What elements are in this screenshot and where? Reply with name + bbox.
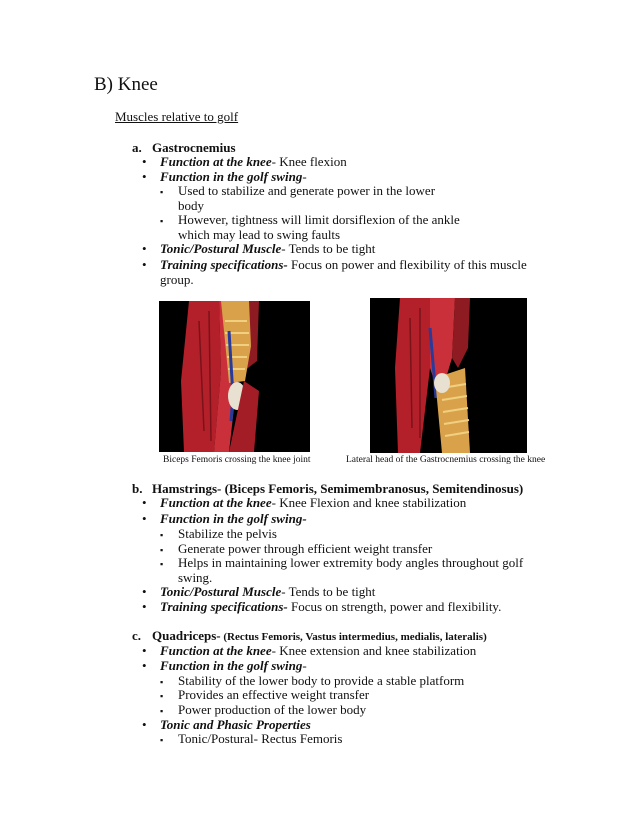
bullet-lead: Function at the knee (160, 495, 272, 510)
bullet-lead: Tonic/Postural Muscle (160, 584, 282, 599)
figure-biceps-femoris (159, 301, 310, 452)
section-c-label: c. (132, 628, 142, 643)
bullet-lead: Function in the golf swing (160, 658, 303, 673)
section-a-title: Gastrocnemius (152, 140, 236, 155)
bullet-text: - (302, 169, 307, 184)
sub-bullet-text: However, tightness will limit dorsiflexion of the ankle (178, 212, 460, 227)
bullet-icon: • (142, 169, 147, 184)
sub-bullet-text: Used to stabilize and generate power in the lower (178, 183, 436, 198)
section-c-title: Quadriceps- (152, 628, 221, 643)
section-b-label: b. (132, 481, 143, 496)
bullet-text: - Knee flexion (271, 154, 347, 169)
bullet-icon: • (142, 257, 147, 272)
square-bullet-icon: ▪ (160, 691, 164, 701)
section-c-heading (132, 628, 487, 644)
bullet-lead: Function at the knee (160, 643, 272, 658)
sub-bullet-text: body (178, 198, 204, 213)
square-bullet-icon: ▪ (160, 735, 164, 745)
page-title: B) Knee (94, 74, 158, 95)
section-b-title: Hamstrings- (Biceps Femoris, Semimembranosus, Semitendinosus) (152, 481, 524, 496)
bullet-lead: Tonic and Phasic Properties (160, 717, 311, 732)
bullet-text: - Knee Flexion and knee stabilization (271, 495, 467, 510)
square-bullet-icon: ▪ (160, 706, 164, 716)
square-bullet-icon: ▪ (160, 216, 164, 226)
bullet-icon: • (142, 154, 147, 169)
section-a-label: a. (132, 140, 142, 155)
sub-bullet-text: Stability of the lower body to provide a stable platform (178, 673, 465, 688)
bullet-icon: • (142, 511, 147, 526)
bullet-icon: • (142, 599, 147, 614)
muscle-illustration (370, 298, 527, 453)
sub-bullet-text: Helps in maintaining lower extremity body angles throughout golf (178, 555, 524, 570)
bullet-icon: • (142, 643, 147, 658)
muscle-illustration (159, 301, 310, 452)
bullet-lead: Function at the knee (160, 154, 272, 169)
sub-bullet-text: Generate power through efficient weight transfer (178, 541, 433, 556)
bullet-icon: • (142, 717, 147, 732)
bullet-text: - Tends to be tight (281, 241, 376, 256)
bullet-lead: Function in the golf swing (160, 169, 303, 184)
figure-gastrocnemius (370, 298, 527, 453)
square-bullet-icon: ▪ (160, 187, 164, 197)
bullet-icon: • (142, 495, 147, 510)
bullet-lead: Tonic/Postural Muscle (160, 241, 282, 256)
bullet-text: group. (160, 272, 194, 287)
sub-bullet-text: Stabilize the pelvis (178, 526, 277, 541)
bullet-text: - Tends to be tight (281, 584, 376, 599)
bullet-icon: • (142, 584, 147, 599)
bullet-icon: • (142, 241, 147, 256)
square-bullet-icon: ▪ (160, 530, 164, 540)
page-subtitle: Muscles relative to golf (115, 109, 239, 124)
sub-bullet-text: Tonic/Postural- Rectus Femoris (178, 731, 343, 746)
bullet-text: Focus on power and flexibility of this muscle (287, 257, 527, 272)
bullet-text: Focus on strength, power and flexibility. (287, 599, 502, 614)
bullet-icon: • (142, 658, 147, 673)
sub-bullet-text: Provides an effective weight transfer (178, 687, 370, 702)
bullet-lead: Function in the golf swing- (160, 511, 307, 526)
bullet-text: - (302, 658, 307, 673)
square-bullet-icon: ▪ (160, 677, 164, 687)
sub-bullet-text: which may lead to swing faults (178, 227, 341, 242)
sub-bullet-text: Power production of the lower body (178, 702, 367, 717)
square-bullet-icon: ▪ (160, 545, 164, 555)
figure-caption-left: Biceps Femoris crossing the knee joint (163, 455, 311, 465)
section-c-subtitle: (Rectus Femoris, Vastus intermedius, medialis, lateralis) (220, 631, 487, 643)
bullet-text: - Knee extension and knee stabilization (271, 643, 477, 658)
figure-caption-right: Lateral head of the Gastrocnemius crossing the knee (346, 455, 546, 465)
bullet-lead: Training specifications- (160, 257, 288, 272)
square-bullet-icon: ▪ (160, 559, 164, 569)
sub-bullet-text: swing. (178, 570, 213, 585)
bullet-lead: Training specifications- (160, 599, 288, 614)
